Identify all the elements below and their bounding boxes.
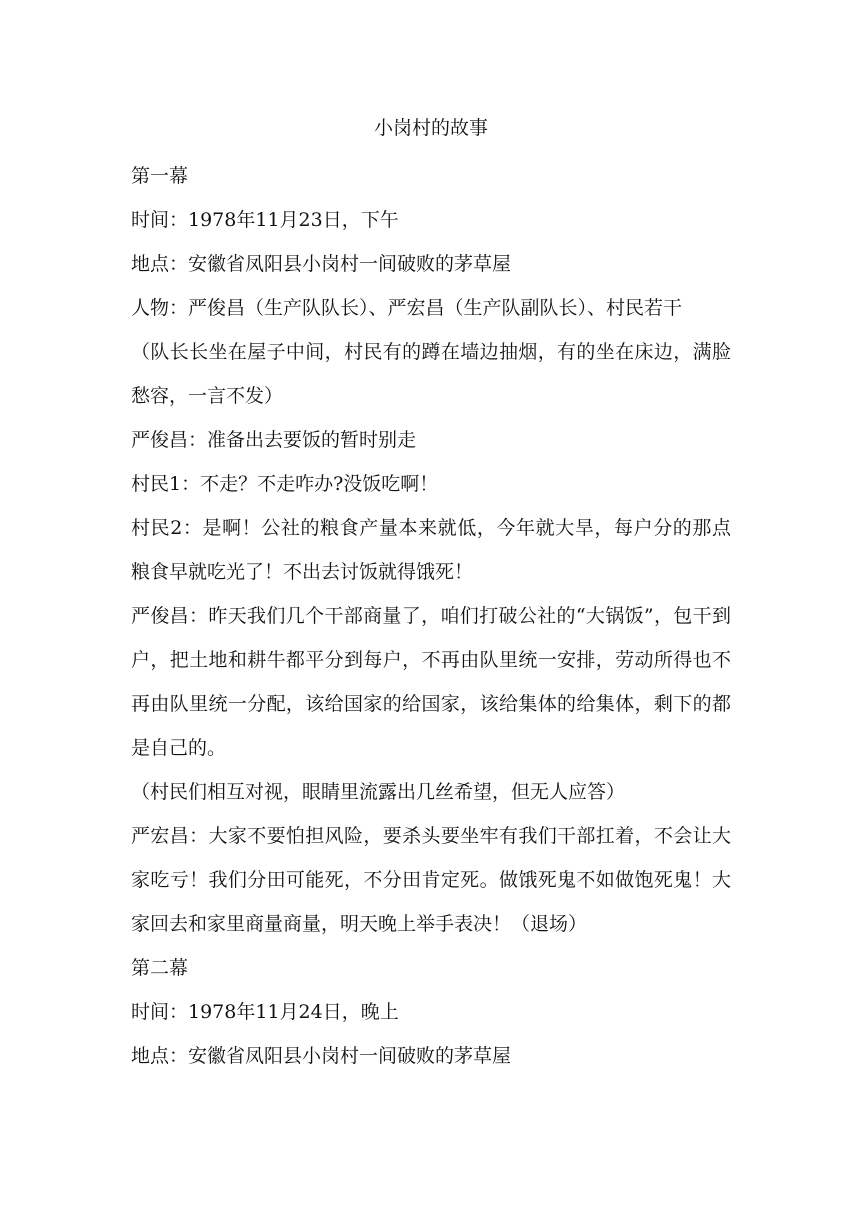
act2-time: 时间：1978年11月24日，晚上 (131, 1001, 399, 1023)
act1-dialogue-line-4: 严俊昌：昨天我们几个干部商量了，咱们打破公社的“大锅饭”，包干到户，把土地和耕牛都平分到每户，不再由队里统一安排，劳动所得也不再由队里统一分配，该给国家的给国家，该给集体的给集体，剩下的都是自己的。 (131, 605, 731, 759)
act1-dialogue-line-1: 严俊昌：准备出去要饭的暂时别走 (131, 429, 417, 451)
act2-place: 地点：安徽省凤阳县小岗村一间破败的茅草屋 (131, 1045, 512, 1067)
act2-heading: 第二幕 (131, 957, 189, 979)
act1-characters: 人物：严俊昌（生产队队长）、严宏昌（生产队副队长）、村民若干 (131, 297, 683, 319)
act1-time: 时间：1978年11月23日，下午 (131, 209, 399, 231)
document-title: 小岗村的故事 (373, 117, 488, 139)
act1-place: 地点：安徽省凤阳县小岗村一间破败的茅草屋 (131, 253, 512, 275)
act1-dialogue-line-3: 村民2：是啊！公社的粮食产量本来就低，今年就大旱，每户分的那点粮食早就吃光了！不出去讨饭就得饿死！ (131, 517, 731, 583)
act1-heading: 第一幕 (131, 165, 189, 187)
act1-dialogue-line-5: 严宏昌：大家不要怕担风险，要杀头要坐牢有我们干部扛着，不会让大家吃亏！我们分田可能死，不分田肯定死。做饿死鬼不如做饱死鬼！大家回去和家里商量商量，明天晚上举手表决！（退场） (131, 825, 731, 935)
act1-dialogue-line-2: 村民1：不走？不走咋办?没饭吃啊！ (131, 473, 439, 495)
act1-stage-direction-2: （村民们相互对视，眼睛里流露出几丝希望，但无人应答） (131, 781, 626, 803)
act1-stage-direction-1: （队长长坐在屋子中间，村民有的蹲在墙边抽烟，有的坐在床边，满脸愁容，一言不发） (131, 341, 731, 407)
document-body (131, 110, 731, 1078)
